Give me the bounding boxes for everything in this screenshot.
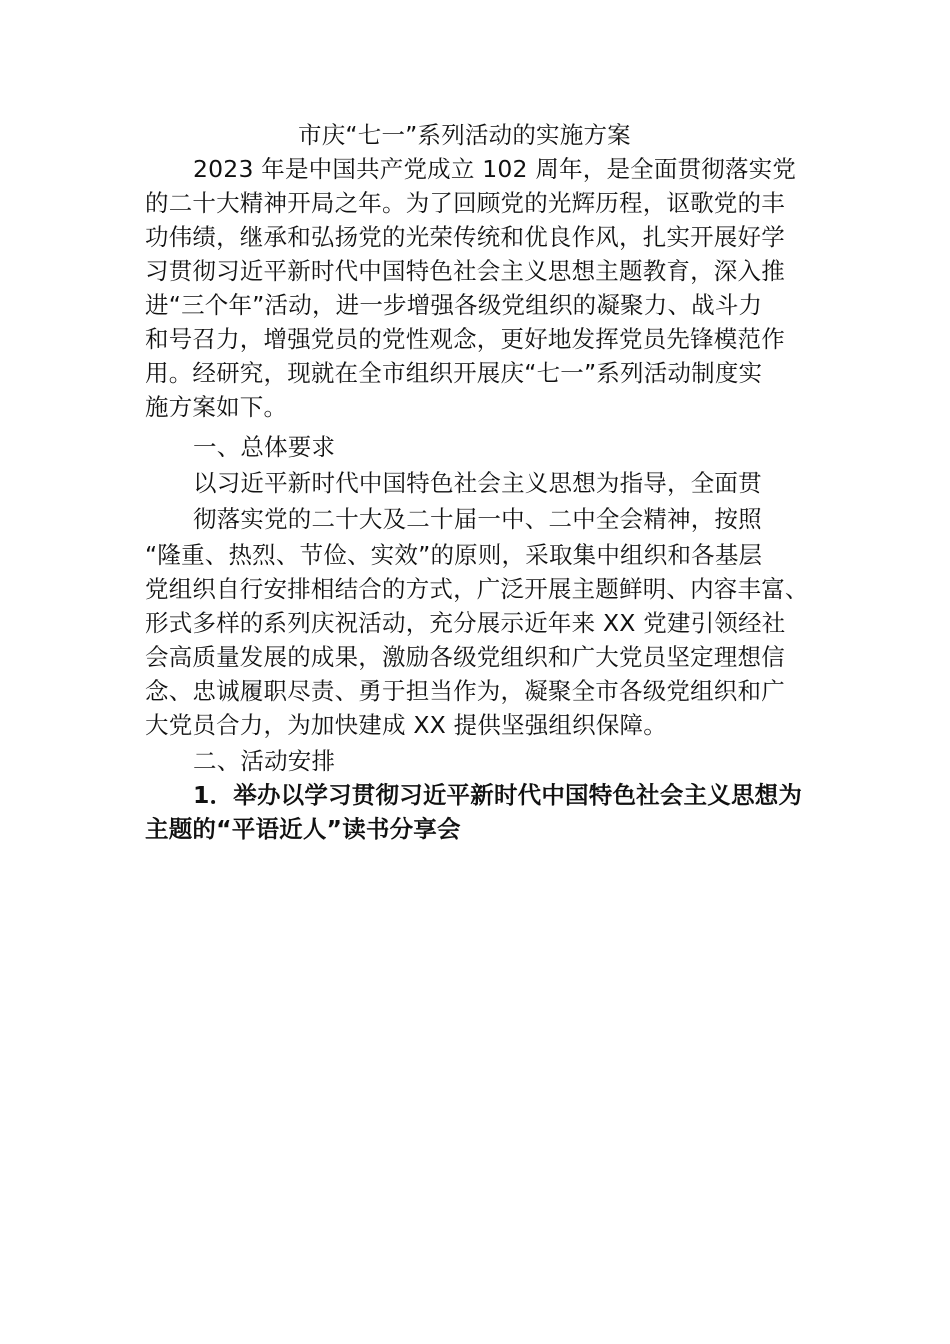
item1-line-2: 主题的“平语近人”读书分享会	[145, 815, 461, 843]
section-heading-activity-arrangement: 二、活动安排	[193, 747, 336, 775]
section1-line-8: 大党员合力，为加快建成 XX 提供坚强组织保障。	[145, 711, 667, 739]
intro-line-1: 2023 年是中国共产党成立 102 周年，是全面贯彻落实党	[193, 155, 797, 183]
section1-line-3: “隆重、热烈、节俭、实效”的原则，采取集中组织和各基层	[145, 541, 763, 569]
section1-line-5: 形式多样的系列庆祝活动，充分展示近年来 XX 党建引领经社	[145, 609, 786, 637]
section1-line-2: 彻落实党的二十大及二十届一中、二中全会精神，按照	[193, 505, 762, 533]
item1-line-1: 1．举办以学习贯彻习近平新时代中国特色社会主义思想为	[193, 781, 803, 809]
section1-line-4: 党组织自行安排相结合的方式，广泛开展主题鲜明、内容丰富、	[145, 575, 809, 603]
section1-line-6: 会高质量发展的成果，激励各级党组织和广大党员坚定理想信	[145, 643, 785, 671]
intro-line-8: 施方案如下。	[145, 393, 288, 421]
document-title: 市庆“七一”系列活动的实施方案	[298, 121, 631, 149]
section1-line-1: 以习近平新时代中国特色社会主义思想为指导，全面贯	[193, 469, 762, 497]
intro-line-3: 功伟绩，继承和弘扬党的光荣传统和优良作风，扎实开展好学	[145, 223, 785, 251]
intro-line-2: 的二十大精神开局之年。为了回顾党的光辉历程，讴歌党的丰	[145, 189, 785, 217]
section-heading-general-requirements: 一、总体要求	[193, 433, 336, 461]
intro-line-6: 和号召力，增强党员的党性观念，更好地发挥党员先锋模范作	[145, 325, 785, 353]
intro-line-4: 习贯彻习近平新时代中国特色社会主义思想主题教育，深入推	[145, 257, 785, 285]
section1-line-7: 念、忠诚履职尽责、勇于担当作为，凝聚全市各级党组织和广	[145, 677, 785, 705]
intro-line-5: 进“三个年”活动，进一步增强各级党组织的凝聚力、战斗力	[145, 291, 763, 319]
intro-line-7: 用。经研究，现就在全市组织开展庆“七一”系列活动制度实	[145, 359, 763, 387]
